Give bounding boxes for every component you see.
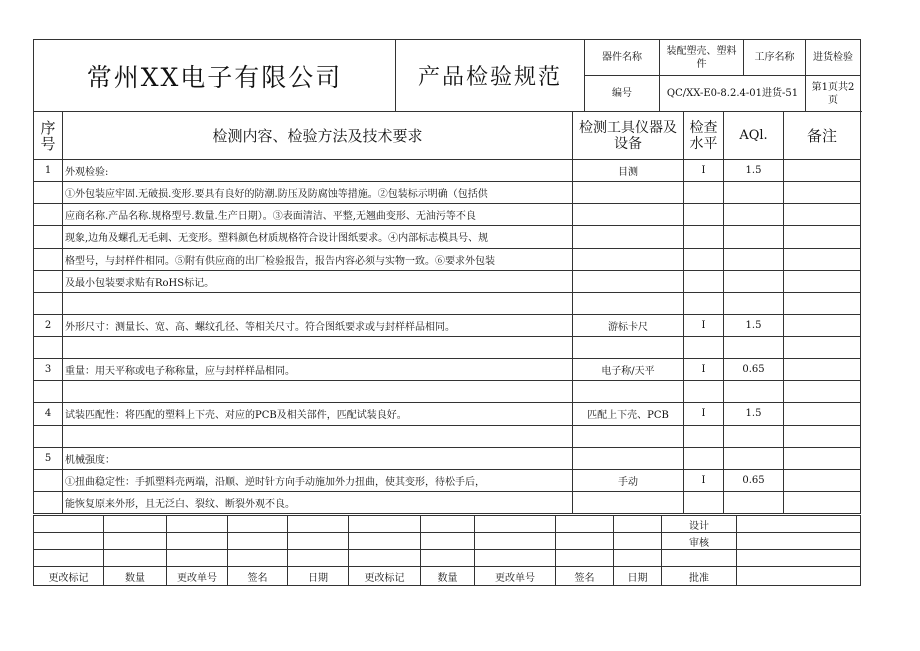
row-tool bbox=[573, 226, 684, 248]
row-aql bbox=[724, 226, 784, 248]
row-remark bbox=[784, 314, 861, 336]
row-aql: 0.65 bbox=[724, 469, 784, 491]
row-number bbox=[34, 226, 63, 248]
table-row bbox=[34, 447, 861, 469]
row-number bbox=[34, 337, 63, 359]
row-tool bbox=[573, 270, 684, 292]
row-level bbox=[684, 491, 724, 513]
signature-label: 签名 bbox=[228, 567, 288, 586]
row-aql bbox=[724, 491, 784, 513]
row-aql bbox=[724, 381, 784, 403]
process-label: 工序名称 bbox=[744, 40, 806, 76]
row-tool: 游标卡尺 bbox=[573, 314, 684, 336]
column-header-remark: 备注 bbox=[784, 112, 861, 160]
design-signature bbox=[737, 516, 861, 533]
row-remark bbox=[784, 337, 861, 359]
row-content: 试装匹配性：将匹配的塑料上下壳、对应的PCB及相关部件，匹配试装良好。 bbox=[63, 403, 573, 425]
document-title: 产品检验规范 bbox=[396, 40, 585, 112]
row-aql: 1.5 bbox=[724, 160, 784, 182]
row-tool bbox=[573, 337, 684, 359]
design-label: 设计 bbox=[662, 516, 737, 533]
company-name: 常州XX电子有限公司 bbox=[34, 40, 396, 112]
row-aql bbox=[724, 425, 784, 447]
row-remark bbox=[784, 491, 861, 513]
row-number bbox=[34, 491, 63, 513]
table-header-row bbox=[34, 112, 861, 160]
row-number bbox=[34, 248, 63, 270]
row-number: 2 bbox=[34, 314, 63, 336]
part-name-value: 装配塑壳、塑料件 bbox=[660, 40, 744, 76]
row-content bbox=[63, 425, 573, 447]
table-row bbox=[34, 204, 861, 226]
row-aql: 0.65 bbox=[724, 359, 784, 381]
row-aql bbox=[724, 204, 784, 226]
row-content: ①外包装应牢固.无破损.变形.要具有良好的防潮.防压及防腐蚀等措施。②包装标示明确（包括供 bbox=[63, 182, 573, 204]
table-row bbox=[34, 425, 861, 447]
row-tool bbox=[573, 182, 684, 204]
row-level: I bbox=[684, 359, 724, 381]
row-aql bbox=[724, 248, 784, 270]
row-level bbox=[684, 381, 724, 403]
row-content: 及最小包装要求贴有RoHS标记。 bbox=[63, 270, 573, 292]
row-content bbox=[63, 381, 573, 403]
row-content bbox=[63, 337, 573, 359]
row-tool: 电子称/天平 bbox=[573, 359, 684, 381]
row-number bbox=[34, 204, 63, 226]
change-order-label: 更改单号 bbox=[167, 567, 228, 586]
quantity-label: 数量 bbox=[421, 567, 475, 586]
quantity-label: 数量 bbox=[104, 567, 167, 586]
table-row bbox=[34, 469, 861, 491]
row-aql bbox=[724, 292, 784, 314]
row-content: 外观检验: bbox=[63, 160, 573, 182]
review-signature bbox=[737, 533, 861, 550]
row-content: 能恢复原来外形，且无泛白、裂纹、断裂外观不良。 bbox=[63, 491, 573, 513]
row-level bbox=[684, 425, 724, 447]
approve-signature bbox=[737, 567, 861, 586]
approve-label: 批准 bbox=[662, 567, 737, 586]
row-content: 机械强度： bbox=[63, 447, 573, 469]
row-aql bbox=[724, 270, 784, 292]
row-number bbox=[34, 425, 63, 447]
row-content: 重量：用天平称或电子称称量，应与封样样品相同。 bbox=[63, 359, 573, 381]
footer-table bbox=[33, 515, 861, 586]
row-number bbox=[34, 381, 63, 403]
row-level bbox=[684, 337, 724, 359]
table-row bbox=[34, 314, 861, 336]
row-number: 5 bbox=[34, 447, 63, 469]
row-remark bbox=[784, 204, 861, 226]
table-row bbox=[34, 248, 861, 270]
header-table bbox=[33, 39, 861, 112]
row-remark bbox=[784, 403, 861, 425]
row-remark bbox=[784, 381, 861, 403]
row-content: 格型号，与封样件相同。⑤附有供应商的出厂检验报告，报告内容必须与实物一致。⑥要求外包装 bbox=[63, 248, 573, 270]
column-header-aql: AQl. bbox=[724, 112, 784, 160]
row-level bbox=[684, 447, 724, 469]
row-tool: 手动 bbox=[573, 469, 684, 491]
footer-label-row bbox=[34, 567, 861, 586]
row-level bbox=[684, 292, 724, 314]
table-row bbox=[34, 226, 861, 248]
row-tool bbox=[573, 292, 684, 314]
process-value: 进货检验 bbox=[806, 40, 861, 76]
table-row bbox=[34, 337, 861, 359]
row-number: 1 bbox=[34, 160, 63, 182]
row-tool bbox=[573, 381, 684, 403]
row-remark bbox=[784, 447, 861, 469]
row-number bbox=[34, 292, 63, 314]
row-level bbox=[684, 204, 724, 226]
table-row bbox=[34, 292, 861, 314]
row-aql: 1.5 bbox=[724, 314, 784, 336]
table-row bbox=[34, 381, 861, 403]
number-label: 编号 bbox=[585, 76, 660, 112]
row-number bbox=[34, 182, 63, 204]
row-tool bbox=[573, 491, 684, 513]
date-label: 日期 bbox=[288, 567, 349, 586]
row-number: 4 bbox=[34, 403, 63, 425]
row-level: I bbox=[684, 403, 724, 425]
change-mark-label: 更改标记 bbox=[34, 567, 104, 586]
column-header-no: 序号 bbox=[34, 112, 63, 160]
date-label: 日期 bbox=[614, 567, 662, 586]
row-number: 3 bbox=[34, 359, 63, 381]
row-remark bbox=[784, 425, 861, 447]
column-header-level: 检查水平 bbox=[684, 112, 724, 160]
row-remark bbox=[784, 226, 861, 248]
row-level bbox=[684, 226, 724, 248]
row-level bbox=[684, 270, 724, 292]
inspection-table bbox=[33, 111, 861, 514]
page-indicator: 第1页共2页 bbox=[806, 76, 861, 112]
table-row bbox=[34, 403, 861, 425]
column-header-content: 检测内容、检验方法及技术要求 bbox=[63, 112, 573, 160]
table-row bbox=[34, 491, 861, 513]
row-content: 现象,边角及螺孔无毛刺、无变形。塑料颜色材质规格符合设计图纸要求。④内部标志模具号、规 bbox=[63, 226, 573, 248]
row-level: I bbox=[684, 160, 724, 182]
row-aql bbox=[724, 182, 784, 204]
row-remark bbox=[784, 160, 861, 182]
row-level: I bbox=[684, 469, 724, 491]
row-remark bbox=[784, 292, 861, 314]
row-tool: 匹配上下壳、PCB bbox=[573, 403, 684, 425]
row-remark bbox=[784, 469, 861, 491]
row-remark bbox=[784, 248, 861, 270]
row-number bbox=[34, 270, 63, 292]
row-tool: 目测 bbox=[573, 160, 684, 182]
row-level bbox=[684, 182, 724, 204]
row-tool bbox=[573, 204, 684, 226]
row-content: ①扭曲稳定性：手抓塑料壳两端，沿顺、逆时针方向手动施加外力扭曲，使其变形，待松手后， bbox=[63, 469, 573, 491]
document-number: QC/XX-E0-8.2.4-01进货-51 bbox=[660, 76, 806, 112]
row-aql bbox=[724, 447, 784, 469]
change-order-label: 更改单号 bbox=[475, 567, 556, 586]
review-label: 审核 bbox=[662, 533, 737, 550]
row-remark bbox=[784, 359, 861, 381]
row-aql bbox=[724, 337, 784, 359]
row-number bbox=[34, 469, 63, 491]
row-aql: 1.5 bbox=[724, 403, 784, 425]
table-row bbox=[34, 182, 861, 204]
table-row bbox=[34, 270, 861, 292]
table-row bbox=[34, 160, 861, 182]
column-header-tools: 检测工具仪器及设备 bbox=[573, 112, 684, 160]
part-name-label: 器件名称 bbox=[585, 40, 660, 76]
row-content: 外形尺寸：测量长、宽、高、螺纹孔径、等相关尺寸。符合图纸要求或与封样样品相同。 bbox=[63, 314, 573, 336]
signature-label: 签名 bbox=[556, 567, 614, 586]
row-tool bbox=[573, 425, 684, 447]
row-content: 应商名称.产品名称.规格型号.数量.生产日期）。③表面清洁、平整,无翘曲变形、无油污等不良 bbox=[63, 204, 573, 226]
table-row bbox=[34, 359, 861, 381]
row-content bbox=[63, 292, 573, 314]
row-remark bbox=[784, 270, 861, 292]
row-level: I bbox=[684, 314, 724, 336]
row-remark bbox=[784, 182, 861, 204]
change-mark-label: 更改标记 bbox=[349, 567, 421, 586]
row-level bbox=[684, 248, 724, 270]
row-tool bbox=[573, 447, 684, 469]
row-tool bbox=[573, 248, 684, 270]
